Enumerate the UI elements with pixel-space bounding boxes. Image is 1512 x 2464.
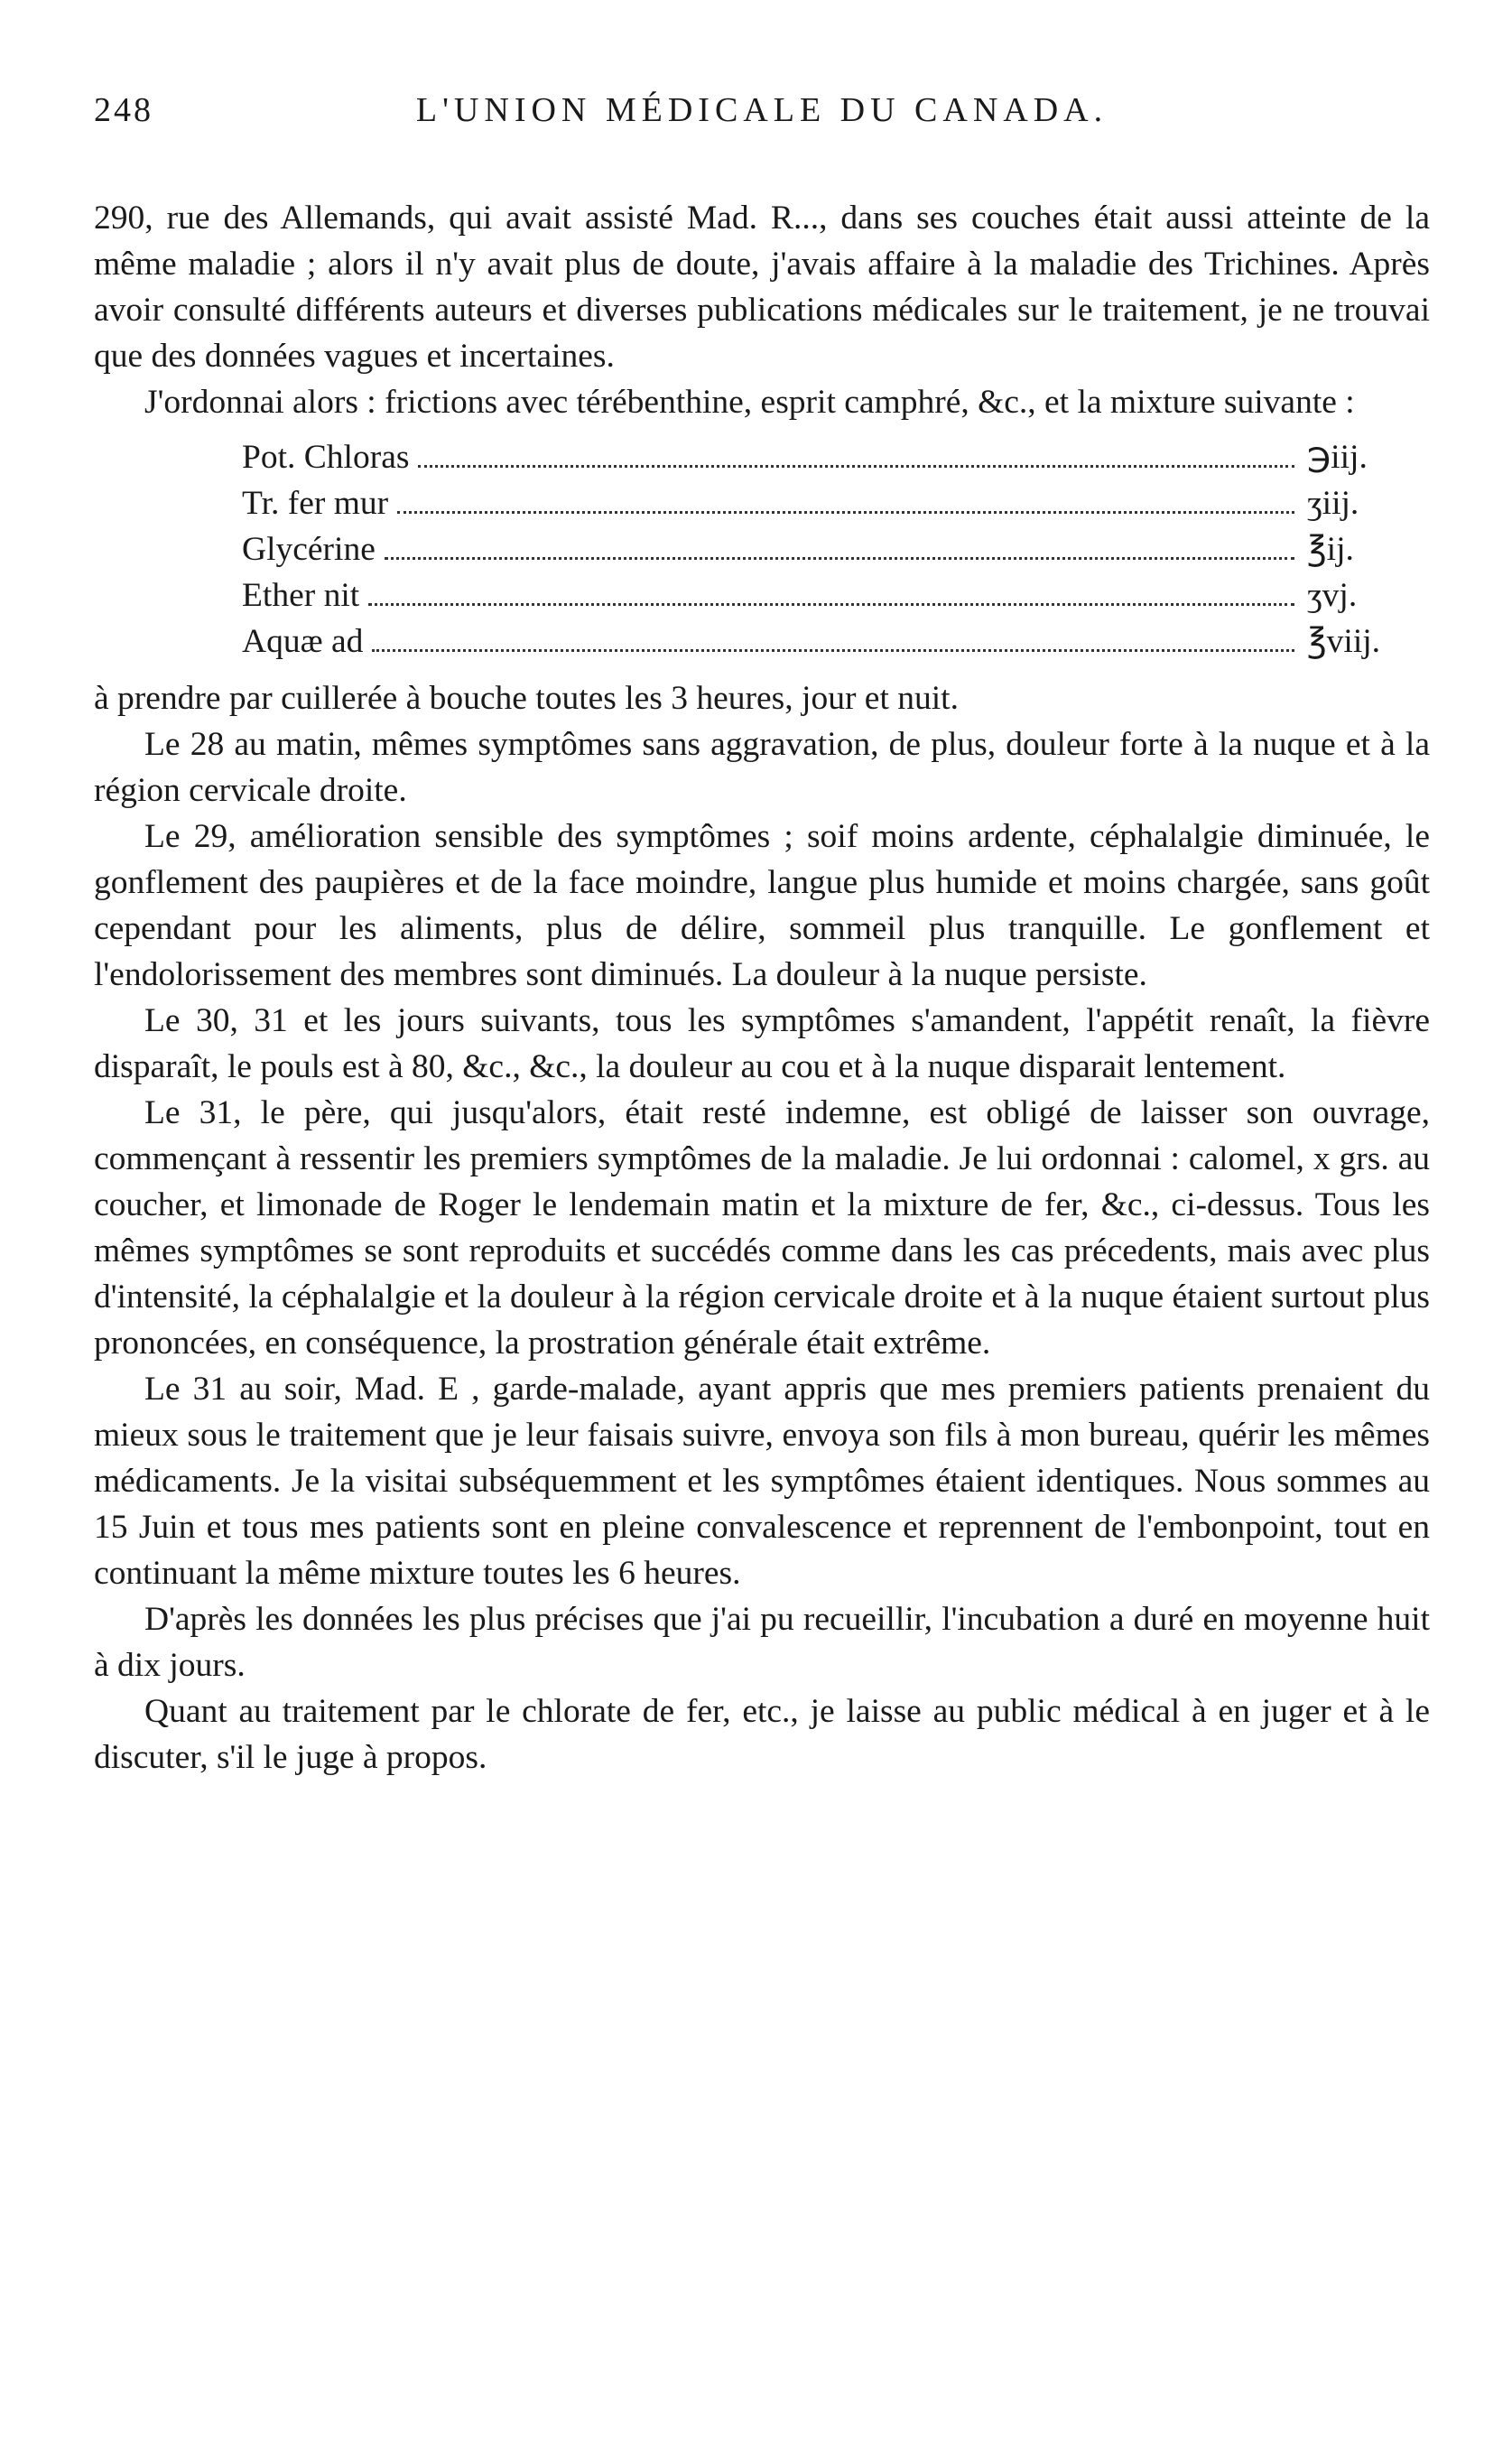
running-head bbox=[94, 90, 1430, 163]
recipe-dose: ʒvj. bbox=[1307, 577, 1358, 614]
recipe-row bbox=[94, 618, 1430, 665]
journal-title: L'UNION MÉDICALE DU CANADA. bbox=[415, 91, 1108, 129]
recipe-row bbox=[94, 526, 1430, 572]
dot-leader bbox=[418, 465, 1294, 468]
page-number: 248 bbox=[94, 91, 153, 129]
paragraph: Le 29, amélioration sensible des symptômes ; soif moins ardente, céphalalgie diminuée, le gonflement des paupières et de la face moindre, langue plus humide et moins chargée, sans goût cependant pour les aliments, plus de délire, sommeil plus tranquille. Le gonflement et l'endolorissement des membres sont diminués. La douleur à la nuque persiste. bbox=[94, 818, 1430, 993]
recipe-row bbox=[94, 572, 1430, 618]
recipe-ingredient: Tr. fer mur bbox=[242, 485, 389, 522]
paragraph: à prendre par cuillerée à bouche toutes les 3 heures, jour et nuit. bbox=[94, 680, 959, 717]
paragraph: D'après les données les plus précises que j'ai pu recueillir, l'incubation a duré en moyenne huit à dix jours. bbox=[94, 1601, 1430, 1684]
article-body bbox=[94, 195, 1430, 1781]
paragraphs-before-recipe bbox=[94, 195, 1430, 425]
paragraph: Le 30, 31 et les jours suivants, tous les symptômes s'amandent, l'appétit renaît, la fièvre disparaît, le pouls est à 80, &c., &c., la douleur au cou et à la nuque disparait lentement. bbox=[94, 1002, 1430, 1085]
paragraph: Le 31 au soir, Mad. E , garde-malade, ayant appris que mes premiers patients prenaient du mieux sous le traitement que je leur faisais suivre, envoya son fils à mon bureau, quérir les mêmes médicaments. Je la visitai subséquemment et les symptômes étaient identiques. Nous sommes au 15 Juin et tous mes patients sont en pleine convalescence et reprennent de l'embonpoint, tout en continuant la même mixture toutes les 6 heures. bbox=[94, 1371, 1430, 1592]
recipe-ingredient: Ether nit bbox=[242, 577, 360, 614]
dot-leader bbox=[385, 557, 1294, 560]
dot-leader bbox=[368, 603, 1294, 606]
paragraph: Le 28 au matin, mêmes symptômes sans aggravation, de plus, douleur forte à la nuque et à la région cervicale droite. bbox=[94, 726, 1430, 809]
recipe-ingredient: Aquæ ad bbox=[242, 623, 364, 660]
prescription-recipe bbox=[94, 425, 1430, 675]
recipe-dose: ℈iij. bbox=[1307, 439, 1368, 476]
recipe-dose: ℥ij. bbox=[1307, 531, 1354, 568]
dot-leader bbox=[397, 511, 1294, 514]
recipe-ingredient: Glycérine bbox=[242, 531, 376, 568]
paragraph: Le 31, le père, qui jusqu'alors, était resté indemne, est obligé de laisser son ouvrage, commençant à ressentir les premiers symptômes de la maladie. Je lui ordonnai : calomel, x grs. au coucher, et limonade de Roger le lendemain matin et la mixture de fer, &c., ci-dessus. Tous les mêmes symptômes se sont reproduits et succédés comme dans les cas précedents, mais avec plus d'intensité, la céphalalgie et la douleur à la région cervicale droite et à la nuque étaient surtout plus prononcées, en conséquence, la prostration générale était extrême. bbox=[94, 1094, 1430, 1362]
paragraphs-after-recipe bbox=[94, 675, 1430, 1781]
paragraph: J'ordonnai alors : frictions avec térébenthine, esprit camphré, &c., et la mixture suivante : bbox=[144, 384, 1355, 421]
recipe-ingredient: Pot. Chloras bbox=[242, 439, 410, 476]
recipe-row bbox=[94, 480, 1430, 526]
dot-leader bbox=[372, 649, 1294, 652]
paragraph: 290, rue des Allemands, qui avait assisté Mad. R..., dans ses couches était aussi atteinte de la même maladie ; alors il n'y avait plus de doute, j'avais affaire à la maladie des Trichines. Après avoir consulté différents auteurs et diverses publications médicales sur le traitement, je ne trouvai que des données vagues et incertaines. bbox=[94, 200, 1430, 375]
document-page bbox=[94, 90, 1430, 1781]
recipe-row bbox=[94, 434, 1430, 480]
paragraph: Quant au traitement par le chlorate de fer, etc., je laisse au public médical à en juger et à le discuter, s'il le juge à propos. bbox=[94, 1693, 1430, 1776]
recipe-dose: ʒiij. bbox=[1307, 485, 1359, 522]
recipe-dose: ℥viij. bbox=[1307, 623, 1381, 660]
